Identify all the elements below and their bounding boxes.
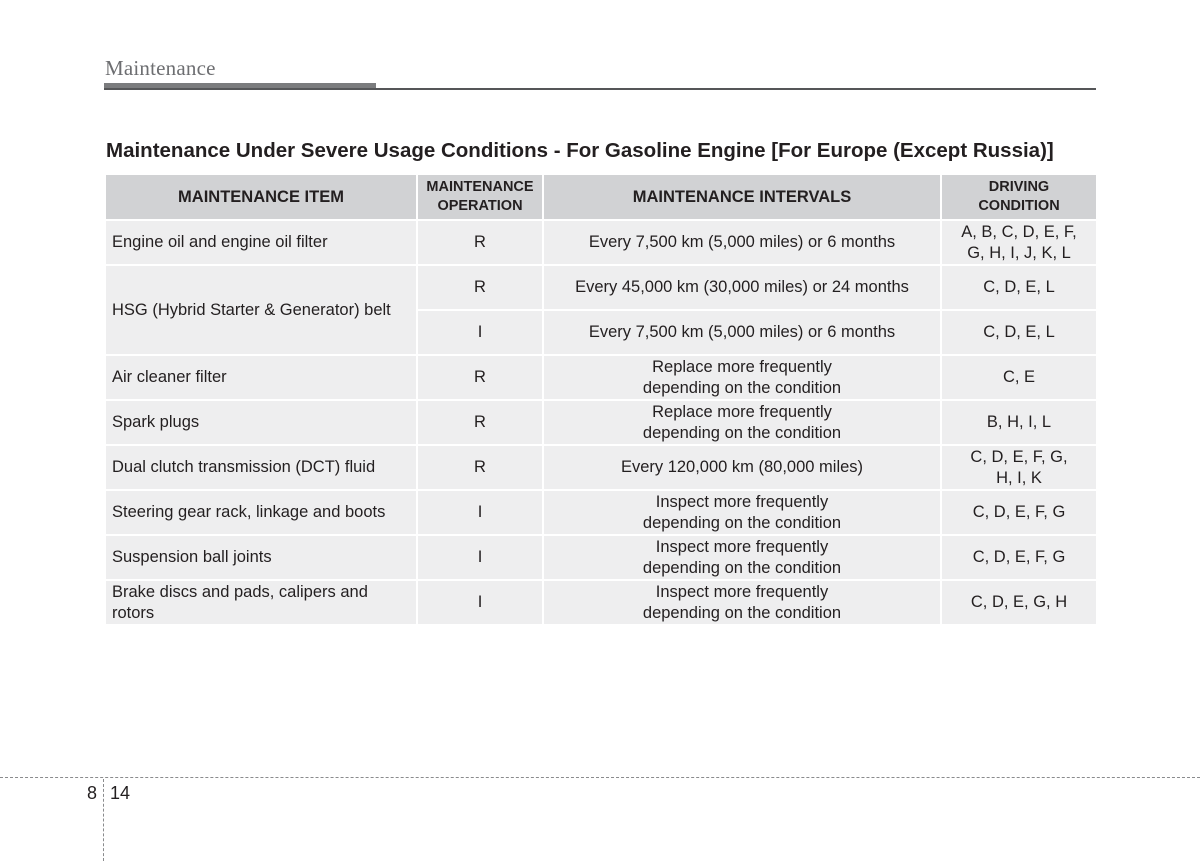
table-title: Maintenance Under Severe Usage Conditions - For Gasoline Engine [For Europe (Except Russia)] — [106, 139, 1054, 162]
cell-interval-line: Replace more frequently — [652, 403, 832, 421]
cell-item — [106, 491, 416, 534]
cell-item-line: Air cleaner filter — [112, 368, 227, 387]
cell-condition-line: H, I, K — [996, 468, 1042, 487]
cell-item — [106, 356, 416, 399]
cell-interval — [544, 401, 940, 444]
col-header-item: MAINTENANCE ITEM — [106, 175, 416, 219]
table-row — [106, 266, 1096, 309]
cell-interval — [544, 536, 940, 579]
cell-interval-line: Every 45,000 km (30,000 miles) or 24 months — [575, 278, 909, 297]
cell-interval-line: Every 7,500 km (5,000 miles) or 6 months — [588, 233, 896, 252]
cell-interval-line: depending on the condition — [642, 423, 842, 442]
cell-item-line: Dual clutch transmission (DCT) fluid — [112, 458, 376, 477]
cell-item — [106, 221, 416, 264]
cell-interval — [544, 446, 940, 489]
table-row — [106, 536, 1096, 579]
cell-interval-line: depending on the condition — [642, 378, 842, 397]
cell-condition-line: A, B, C, D, E, F, — [961, 223, 1077, 241]
cell-interval-line: depending on the condition — [642, 603, 842, 622]
cell-interval — [544, 491, 940, 534]
table-header-row — [106, 175, 1096, 219]
chapter-number: 8 — [87, 783, 98, 803]
col-header-operation-line: OPERATION — [437, 198, 523, 214]
cell-item-line: Suspension ball joints — [112, 548, 272, 567]
cell-interval — [544, 356, 940, 399]
cell-condition — [942, 536, 1096, 579]
cell-item-line: Steering gear rack, linkage and boots — [112, 503, 386, 522]
maintenance-table — [104, 173, 1098, 626]
cell-interval-line: Inspect more frequently — [655, 583, 829, 601]
cell-condition-line: C, D, E, F, G — [972, 548, 1066, 567]
footer-vertical-divider — [103, 779, 104, 861]
cell-condition — [942, 356, 1096, 399]
cell-operation: I — [418, 581, 542, 624]
cell-item — [106, 581, 416, 624]
cell-interval-line: Every 120,000 km (80,000 miles) — [620, 458, 864, 477]
cell-condition-line: C, E — [1002, 368, 1036, 387]
cell-condition-line: C, D, E, G, H — [970, 593, 1068, 612]
table-row — [106, 221, 1096, 264]
cell-item-line: Spark plugs — [112, 413, 200, 432]
cell-operation: R — [418, 356, 542, 399]
cell-interval — [544, 221, 940, 264]
col-header-operation — [418, 175, 542, 219]
cell-item — [106, 266, 416, 354]
cell-condition — [942, 266, 1096, 309]
cell-interval-line: Inspect more frequently — [655, 538, 829, 556]
table-row — [106, 446, 1096, 489]
cell-item-line: HSG (Hybrid Starter & Generator) belt — [112, 300, 391, 319]
table-row — [106, 356, 1096, 399]
page-number: 14 — [110, 783, 131, 803]
table-row — [106, 581, 1096, 624]
cell-condition-line: G, H, I, J, K, L — [967, 243, 1071, 262]
cell-operation: R — [418, 446, 542, 489]
table-row — [106, 401, 1096, 444]
col-header-condition — [942, 175, 1096, 219]
cell-operation: I — [418, 491, 542, 534]
cell-condition-line: C, D, E, F, G — [972, 503, 1066, 522]
cell-interval — [544, 581, 940, 624]
cell-interval-line: Inspect more frequently — [655, 493, 829, 511]
table-row — [106, 491, 1096, 534]
cell-operation: R — [418, 266, 542, 309]
col-header-condition-line: DRIVING — [988, 179, 1050, 195]
col-header-operation-line: MAINTENANCE — [426, 179, 534, 195]
cell-condition — [942, 221, 1096, 264]
header-rule — [104, 88, 1096, 90]
col-header-condition-line: CONDITION — [978, 198, 1060, 214]
cell-operation: R — [418, 401, 542, 444]
cell-item-line: Brake discs and pads, calipers and — [112, 583, 368, 601]
cell-item — [106, 401, 416, 444]
cell-item-line: Engine oil and engine oil filter — [112, 233, 328, 252]
cell-condition — [942, 491, 1096, 534]
cell-item-line: rotors — [112, 603, 155, 622]
cell-interval-line: depending on the condition — [642, 558, 842, 577]
section-header: Maintenance — [105, 56, 216, 80]
cell-item — [106, 446, 416, 489]
cell-condition-line: C, D, E, L — [983, 323, 1055, 342]
cell-interval — [544, 266, 940, 309]
footer-divider — [0, 777, 1200, 778]
cell-condition — [942, 581, 1096, 624]
col-header-intervals: MAINTENANCE INTERVALS — [544, 175, 940, 219]
cell-interval — [544, 311, 940, 354]
cell-interval-line: depending on the condition — [642, 513, 842, 532]
cell-condition-line: C, D, E, F, G, — [970, 448, 1068, 466]
cell-item — [106, 536, 416, 579]
cell-interval-line: Every 7,500 km (5,000 miles) or 6 months — [588, 323, 896, 342]
cell-interval-line: Replace more frequently — [652, 358, 832, 376]
cell-operation: I — [418, 311, 542, 354]
cell-condition — [942, 446, 1096, 489]
cell-condition — [942, 401, 1096, 444]
cell-operation: R — [418, 221, 542, 264]
cell-condition-line: B, H, I, L — [986, 413, 1052, 432]
cell-condition-line: C, D, E, L — [983, 278, 1055, 297]
cell-condition — [942, 311, 1096, 354]
cell-operation: I — [418, 536, 542, 579]
